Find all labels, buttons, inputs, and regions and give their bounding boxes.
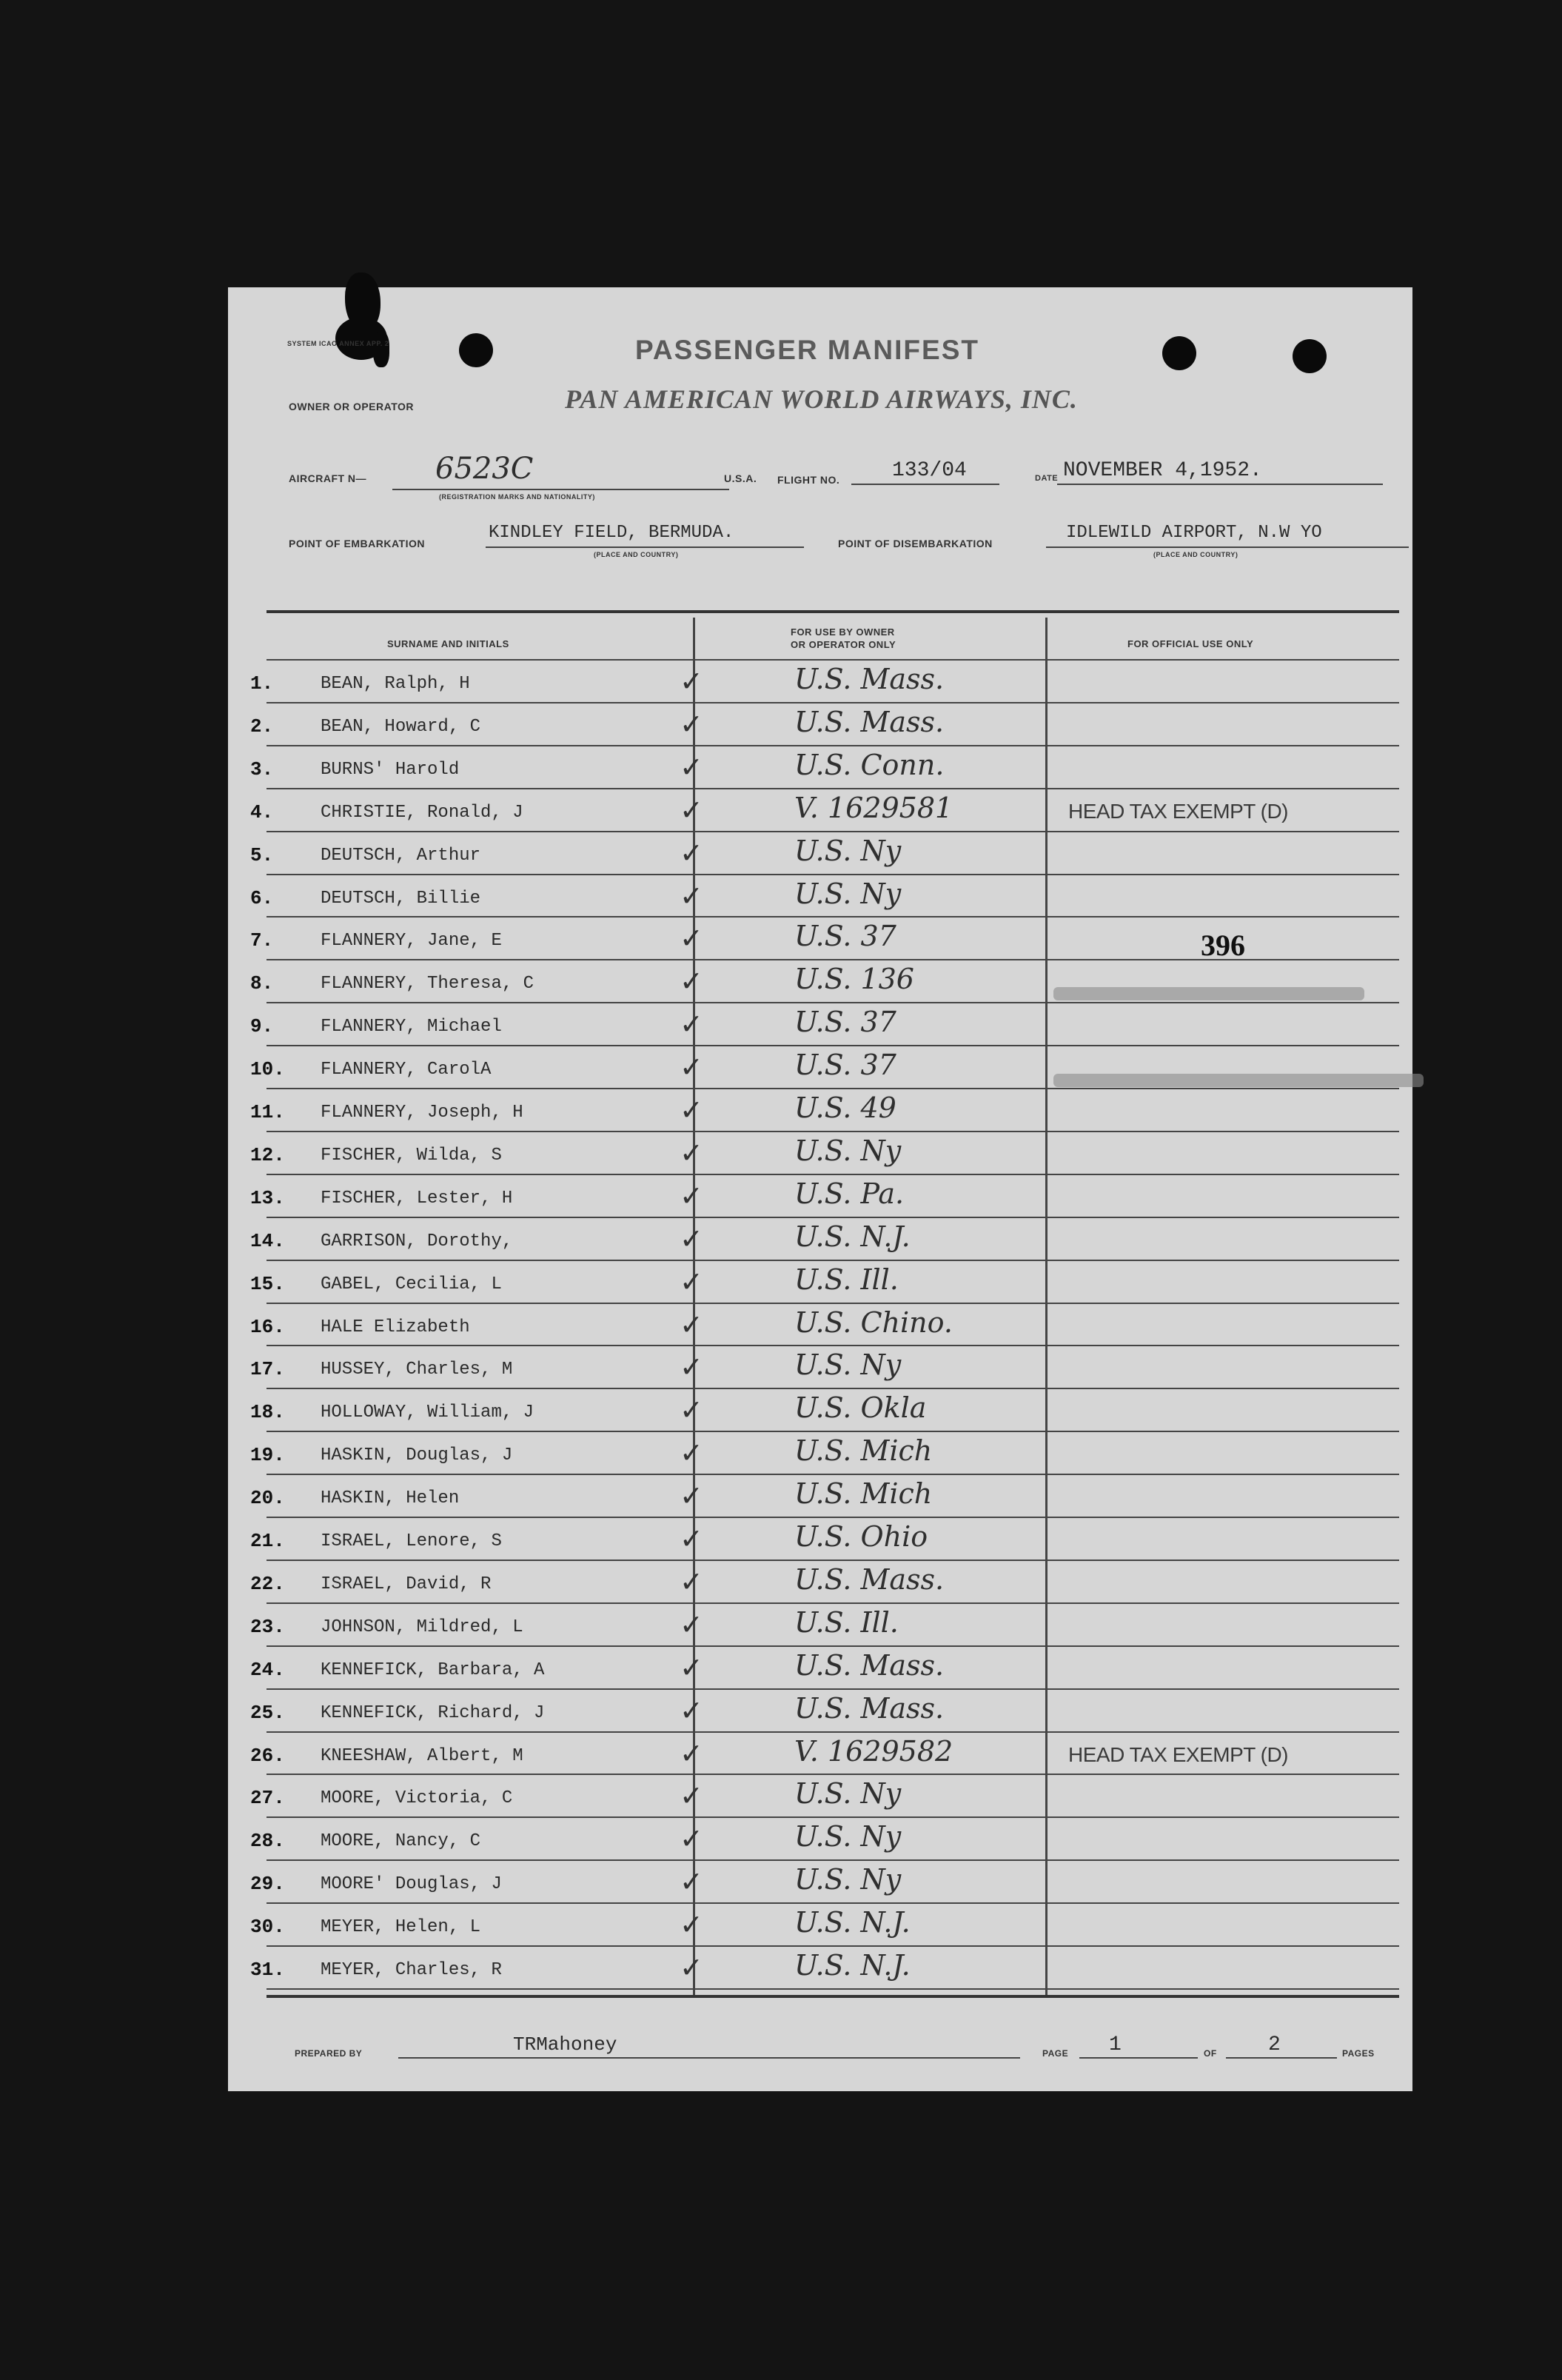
row-rule [267,1388,1399,1389]
row-number: 25. [250,1701,285,1724]
passenger-name: HALE Elizabeth [321,1317,470,1337]
passenger-name: DEUTSCH, Billie [321,888,481,909]
embark-sub: (PLACE AND COUNTRY) [594,551,679,558]
pages-label: PAGES [1342,2048,1375,2059]
official-note: HEAD TAX EXEMPT (D) [1068,799,1288,823]
header-bottom-rule [267,659,1399,661]
check-mark: ✓ [680,1094,703,1126]
row-number: 10. [250,1058,285,1081]
prepared-value: TRMahoney [513,2033,617,2056]
row-number: 29. [250,1873,285,1896]
col-owner-use-header-2: OR OPERATOR ONLY [791,639,896,650]
check-mark: ✓ [680,1779,703,1813]
row-number: 21. [250,1530,285,1552]
check-mark: ✓ [680,1179,703,1212]
row-number: 14. [250,1229,285,1252]
row-number: 31. [250,1959,285,1981]
row-number: 7. [250,929,274,952]
usa-label: U.S.A. [724,472,757,484]
embark-underline [486,546,804,548]
check-mark: ✓ [680,750,703,783]
passenger-name: FLANNERY, Michael [321,1017,502,1037]
row-number: 1. [250,672,274,695]
passenger-name: MEYER, Charles, R [321,1960,502,1980]
column-divider-2 [1045,618,1048,1995]
check-mark: ✓ [680,965,703,998]
nationality-note: U.S. Mich [794,1477,933,1511]
passenger-name: GABEL, Cecilia, L [321,1274,502,1294]
passenger-name: FLANNERY, Jane, E [321,931,502,952]
row-number: 8. [250,972,274,995]
nationality-note: U.S. Ny [794,834,902,867]
nationality-note: U.S. N.J. [794,1949,911,1982]
check-mark: ✓ [680,1480,703,1513]
check-mark: ✓ [680,1565,703,1598]
check-mark: ✓ [680,1008,703,1041]
nationality-note: U.S. Mass. [794,1562,945,1596]
row-rule [267,1131,1399,1132]
check-mark: ✓ [680,1651,703,1684]
disembark-value: IDLEWILD AIRPORT, N.W YO [1066,523,1322,543]
nationality-note: U.S. Mass. [794,705,945,738]
nationality-note: V. 1629582 [794,1734,953,1768]
of-underline [1226,2057,1337,2059]
row-rule [267,1260,1399,1261]
col-surname-header: SURNAME AND INITIALS [387,638,509,649]
col-owner-use-header-1: FOR USE BY OWNER [791,626,895,638]
stamp-number: 396 [1201,929,1245,962]
date-label: DATE [1035,474,1059,483]
passenger-name: HUSSEY, Charles, M [321,1360,513,1380]
nationality-note: U.S. Ohio [794,1520,928,1553]
row-number: 22. [250,1572,285,1595]
row-number: 20. [250,1487,285,1510]
row-rule [267,1174,1399,1175]
nationality-note: U.S. 49 [794,1092,896,1124]
nationality-note: U.S. Ny [794,1777,902,1811]
embark-value: KINDLEY FIELD, BERMUDA. [489,523,734,543]
row-number: 24. [250,1658,285,1681]
row-rule [267,1517,1399,1518]
check-mark: ✓ [680,707,703,741]
passenger-name: FLANNERY, Theresa, C [321,974,534,995]
nationality-note: U.S. Ny [794,1863,902,1896]
passenger-name: FLANNERY, Joseph, H [321,1103,523,1123]
nationality-note: V. 1629581 [794,791,953,824]
erasure-smudge-2 [1053,1074,1424,1087]
passenger-name: MOORE, Nancy, C [321,1831,481,1852]
row-rule [267,788,1399,789]
row-number: 5. [250,843,274,866]
punch-hole-right-2 [1293,339,1327,373]
row-rule [267,1560,1399,1561]
row-rule [267,1602,1399,1604]
row-number: 4. [250,800,274,823]
embark-label: POINT OF EMBARKATION [289,538,425,549]
row-rule [267,1774,1399,1775]
check-mark: ✓ [680,1694,703,1727]
row-number: 27. [250,1787,285,1810]
nationality-note: U.S. Ny [794,877,902,910]
passenger-name: DEUTSCH, Arthur [321,845,481,866]
passenger-name: KNEESHAW, Albert, M [321,1745,523,1766]
flight-underline [851,484,999,485]
row-rule [267,1645,1399,1647]
row-rule [267,1303,1399,1304]
passenger-name: JOHNSON, Mildred, L [321,1617,523,1637]
punch-hole-right-1 [1162,336,1196,370]
check-mark: ✓ [680,1394,703,1427]
aircraft-underline [392,489,729,490]
passenger-name: HOLLOWAY, William, J [321,1403,534,1423]
check-mark: ✓ [680,1822,703,1856]
passenger-name: HASKIN, Helen [321,1488,460,1509]
corner-code: SYSTEM ICAO ANNEX APP. 2 [287,340,389,347]
row-number: 28. [250,1830,285,1853]
passenger-name: ISRAEL, Lenore, S [321,1531,502,1551]
check-mark: ✓ [680,1736,703,1770]
row-number: 30. [250,1916,285,1939]
row-rule [267,1731,1399,1733]
check-mark: ✓ [680,793,703,826]
row-number: 11. [250,1101,285,1123]
check-mark: ✓ [680,1222,703,1255]
check-mark: ✓ [680,1522,703,1555]
row-number: 23. [250,1615,285,1638]
row-rule [267,1859,1399,1861]
disembark-underline [1046,546,1409,548]
of-value: 2 [1268,2033,1281,2056]
page-underline [1079,2057,1198,2059]
check-mark: ✓ [680,1908,703,1942]
nationality-note: U.S. Mass. [794,663,945,695]
nationality-note: U.S. Ny [794,1134,902,1167]
row-rule [267,1688,1399,1690]
nationality-note: U.S. N.J. [794,1220,911,1253]
check-mark: ✓ [680,922,703,955]
row-rule [267,1217,1399,1218]
row-rule [267,745,1399,746]
aircraft-label: AIRCRAFT N— [289,472,367,484]
check-mark: ✓ [680,1051,703,1084]
punch-hole-left [459,333,493,367]
row-number: 18. [250,1401,285,1424]
passenger-name: MOORE, Victoria, C [321,1788,513,1809]
passenger-name: FLANNERY, CarolA [321,1060,492,1080]
owner-value: PAN AMERICAN WORLD AIRWAYS, INC. [565,384,1078,414]
nationality-note: U.S. Mich [794,1434,933,1468]
of-label: OF [1204,2048,1217,2059]
passenger-name: HASKIN, Douglas, J [321,1445,513,1466]
nationality-note: U.S. 37 [794,920,896,953]
prepared-underline [398,2057,1020,2059]
nationality-note: U.S. Ny [794,1820,902,1853]
col-official-header: FOR OFFICIAL USE ONLY [1127,638,1254,649]
check-mark: ✓ [680,1608,703,1641]
row-number: 15. [250,1272,285,1295]
check-mark: ✓ [680,665,703,698]
passenger-name: MOORE' Douglas, J [321,1874,502,1895]
passenger-name: KENNEFICK, Richard, J [321,1702,545,1723]
row-number: 17. [250,1358,285,1381]
nationality-note: U.S. Chino. [794,1306,953,1339]
passenger-name: GARRISON, Dorothy, [321,1231,513,1251]
row-number: 3. [250,758,274,780]
row-number: 26. [250,1744,285,1767]
row-number: 9. [250,1015,274,1038]
row-number: 13. [250,1186,285,1209]
passenger-name: BURNS' Harold [321,759,460,780]
nationality-note: U.S. Okla [794,1391,927,1425]
passenger-name: FISCHER, Wilda, S [321,1145,502,1166]
erasure-smudge-1 [1053,987,1364,1000]
row-rule [267,916,1399,917]
passenger-name: CHRISTIE, Ronald, J [321,802,523,823]
nationality-note: U.S. Ill. [794,1263,899,1296]
nationality-note: U.S. Ill. [794,1605,899,1639]
row-rule [267,874,1399,875]
nationality-note: U.S. N.J. [794,1906,911,1939]
aircraft-sub: (REGISTRATION MARKS AND NATIONALITY) [439,493,595,501]
check-mark: ✓ [680,836,703,869]
row-rule [267,1088,1399,1089]
row-rule [267,1474,1399,1475]
ink-blot-drip [373,332,389,367]
passenger-name: KENNEFICK, Barbara, A [321,1659,545,1680]
row-rule [267,1816,1399,1818]
date-value: NOVEMBER 4,1952. [1063,459,1262,482]
flight-value: 133/04 [892,459,967,482]
nationality-note: U.S. 37 [794,1006,896,1039]
check-mark: ✓ [680,1951,703,1984]
passenger-name: BEAN, Ralph, H [321,674,470,694]
page-value: 1 [1109,2033,1122,2056]
nationality-note: U.S. Pa. [794,1177,905,1210]
passenger-name: BEAN, Howard, C [321,716,481,737]
check-mark: ✓ [680,1865,703,1899]
row-number: 6. [250,886,274,909]
passenger-name: FISCHER, Lester, H [321,1188,513,1209]
check-mark: ✓ [680,1136,703,1169]
disembark-label: POINT OF DISEMBARKATION [838,538,993,549]
check-mark: ✓ [680,1437,703,1470]
date-underline [1057,484,1383,485]
row-rule [267,831,1399,832]
passenger-name: ISRAEL, David, R [321,1574,492,1594]
table-top-rule [267,610,1399,613]
row-rule [267,1902,1399,1904]
row-number: 12. [250,1143,285,1166]
nationality-note: U.S. 136 [794,963,914,996]
page-title: PASSENGER MANIFEST [635,335,979,365]
official-note: HEAD TAX EXEMPT (D) [1068,1742,1288,1766]
row-number: 2. [250,715,274,738]
check-mark: ✓ [680,1265,703,1298]
row-rule [267,1345,1399,1346]
row-rule [267,1045,1399,1046]
nationality-note: U.S. Ny [794,1348,902,1382]
row-rule [267,1988,1399,1990]
nationality-note: U.S. Mass. [794,1691,945,1725]
disembark-sub: (PLACE AND COUNTRY) [1153,551,1238,558]
aircraft-value: 6523C [435,452,534,486]
row-rule [267,1945,1399,1947]
row-rule [267,702,1399,703]
check-mark: ✓ [680,1308,703,1341]
flight-label: FLIGHT NO. [777,474,840,486]
nationality-note: U.S. Conn. [794,748,945,781]
table-bottom-rule [267,1995,1399,1998]
owner-label: OWNER OR OPERATOR [289,401,414,412]
check-mark: ✓ [680,1351,703,1384]
row-rule [267,1431,1399,1432]
row-number: 16. [250,1315,285,1338]
prepared-label: PREPARED BY [295,2048,363,2059]
manifest-page [228,287,1412,2091]
nationality-note: U.S. Mass. [794,1648,945,1682]
page-label: PAGE [1042,2048,1069,2059]
nationality-note: U.S. 37 [794,1049,896,1082]
row-rule [267,1002,1399,1003]
check-mark: ✓ [680,879,703,912]
passenger-name: MEYER, Helen, L [321,1917,481,1938]
row-number: 19. [250,1444,285,1467]
